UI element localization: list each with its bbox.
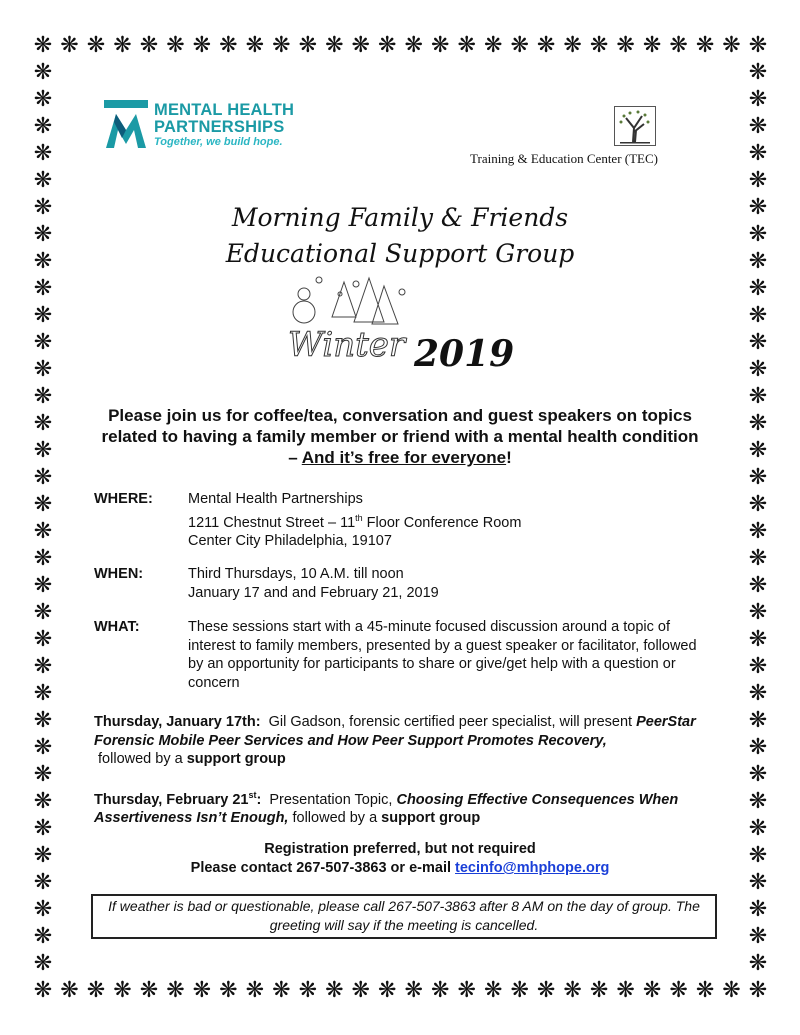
border-star-icon: ❋ xyxy=(33,438,53,463)
border-star-icon: ❋ xyxy=(192,33,212,58)
email-link[interactable]: tecinfo@mhphope.org xyxy=(455,860,610,876)
border-star-icon: ❋ xyxy=(33,492,53,517)
weather-notice: If weather is bad or questionable, please call 267-507-3863 after 8 AM on the day of group. The greeting will say if the meeting is cancelled. xyxy=(91,894,717,939)
border-star-icon: ❋ xyxy=(589,978,609,1003)
border-star-icon: ❋ xyxy=(722,33,741,58)
where-line2 xyxy=(188,509,708,532)
border-star-icon: ❋ xyxy=(33,249,53,274)
border-star-icon: ❋ xyxy=(33,87,53,112)
border-star-icon: ❋ xyxy=(33,735,53,760)
border-star-icon: ❋ xyxy=(483,33,503,58)
where-room: Floor Conference Room xyxy=(362,514,522,531)
mhp-logo xyxy=(104,100,294,150)
border-star-icon: ❋ xyxy=(33,546,53,571)
border-star-icon: ❋ xyxy=(298,978,318,1003)
where-line1: Mental Health Partnerships xyxy=(188,491,363,507)
session1-topic: PeerStar Forensic Mobile Peer Services and How Peer Support Promotes Recovery, xyxy=(94,714,696,749)
border-star-icon: ❋ xyxy=(33,330,53,355)
border-star-icon: ❋ xyxy=(748,438,768,463)
border-star-icon: ❋ xyxy=(33,816,53,841)
logo-line2: PARTNERSHIPS xyxy=(154,118,285,136)
border-star-icon: ❋ xyxy=(325,978,344,1003)
border-star-icon: ❋ xyxy=(748,897,768,922)
border-star-icon: ❋ xyxy=(457,978,476,1003)
border-star-icon: ❋ xyxy=(404,978,423,1003)
what-text: These sessions start with a 45-minute focused discussion around a topic of interest to family members, presented by a guest speaker or facilitator, followed by an opportunity for participants to share or give/get help with a question or concern xyxy=(188,619,697,691)
border-star-icon: ❋ xyxy=(139,33,159,58)
border-star-icon: ❋ xyxy=(748,978,768,1003)
page-title xyxy=(0,200,800,272)
border-star-icon: ❋ xyxy=(748,465,768,490)
border-star-icon: ❋ xyxy=(669,978,688,1003)
registration-line1: Registration preferred, but not required xyxy=(264,841,536,857)
border-star-icon: ❋ xyxy=(748,843,768,868)
intro-emphasis: And it’s free for everyone xyxy=(301,448,507,467)
border-star-icon: ❋ xyxy=(33,600,53,625)
session2-followed: followed by a xyxy=(288,810,382,827)
border-star-icon: ❋ xyxy=(748,681,768,706)
border-star-icon: ❋ xyxy=(748,708,768,733)
where-sup: th xyxy=(355,512,363,523)
when-label: WHEN: xyxy=(94,566,144,582)
logo-line1: MENTAL HEALTH xyxy=(154,101,295,119)
border-star-icon: ❋ xyxy=(219,978,238,1003)
border-star-icon: ❋ xyxy=(33,384,53,409)
intro-body: Please join us for coffee/tea, conversation and guest speakers on topics related to having a family member or friend with a mental health condition – xyxy=(101,406,699,467)
border-star-icon: ❋ xyxy=(33,465,53,490)
border-star-icon: ❋ xyxy=(748,573,768,598)
border-star-icon: ❋ xyxy=(748,789,768,814)
border-star-icon: ❋ xyxy=(642,33,662,58)
border-star-icon: ❋ xyxy=(166,978,185,1003)
border-star-icon: ❋ xyxy=(748,600,768,625)
session2-intro: Presentation Topic, xyxy=(261,791,397,808)
border-star-icon: ❋ xyxy=(748,357,768,382)
border-star-icon: ❋ xyxy=(33,870,53,895)
border-star-icon: ❋ xyxy=(33,60,53,85)
border-star-icon: ❋ xyxy=(695,33,715,58)
border-star-icon: ❋ xyxy=(748,141,768,166)
border-star-icon: ❋ xyxy=(536,33,556,58)
border-star-icon: ❋ xyxy=(33,114,53,139)
title-line1: Morning Family & Friends xyxy=(231,203,569,232)
border-star-icon: ❋ xyxy=(33,708,53,733)
border-star-icon: ❋ xyxy=(563,978,582,1003)
session-january xyxy=(94,713,714,769)
session-february xyxy=(94,786,714,828)
border-star-icon: ❋ xyxy=(589,33,609,58)
border-star-icon: ❋ xyxy=(219,33,238,58)
border-star-icon: ❋ xyxy=(245,978,265,1003)
when-section xyxy=(94,565,708,602)
border-star-icon: ❋ xyxy=(33,627,53,652)
border-star-icon: ❋ xyxy=(510,978,529,1003)
border-star-icon: ❋ xyxy=(748,330,768,355)
border-star-icon: ❋ xyxy=(33,654,53,679)
border-star-icon: ❋ xyxy=(378,33,397,58)
border-star-icon: ❋ xyxy=(748,249,768,274)
border-star-icon: ❋ xyxy=(351,33,370,58)
border-star-icon: ❋ xyxy=(33,978,53,1003)
border-star-icon: ❋ xyxy=(748,654,768,679)
border-star-icon: ❋ xyxy=(748,735,768,760)
winter-text: Winter xyxy=(288,325,406,362)
border-star-icon: ❋ xyxy=(748,303,768,328)
border-star-icon: ❋ xyxy=(33,168,53,193)
when-line1: Third Thursdays, 10 A.M. till noon xyxy=(188,566,404,582)
registration xyxy=(0,840,800,878)
border-star-icon: ❋ xyxy=(113,978,132,1003)
border-star-icon: ❋ xyxy=(86,33,106,58)
intro-end: ! xyxy=(506,448,512,467)
year: 2019 xyxy=(414,333,515,375)
border-star-icon: ❋ xyxy=(33,843,53,868)
border-star-icon: ❋ xyxy=(325,33,344,58)
border-star-icon: ❋ xyxy=(33,195,53,220)
border-star-icon: ❋ xyxy=(748,195,768,220)
border-star-icon: ❋ xyxy=(748,33,768,58)
border-star-icon: ❋ xyxy=(33,681,53,706)
border-star-icon: ❋ xyxy=(748,168,768,193)
border-star-icon: ❋ xyxy=(748,546,768,571)
border-star-icon: ❋ xyxy=(616,978,635,1003)
border-star-icon: ❋ xyxy=(33,141,53,166)
border-star-icon: ❋ xyxy=(404,33,423,58)
border-star-icon: ❋ xyxy=(166,33,185,58)
logo-tagline: Together, we build hope. xyxy=(154,136,283,148)
what-label: WHAT: xyxy=(94,619,140,635)
border-star-icon: ❋ xyxy=(33,573,53,598)
border-star-icon: ❋ xyxy=(431,978,450,1003)
where-line3: Center City Philadelphia, 19107 xyxy=(188,532,392,549)
border-star-icon: ❋ xyxy=(113,33,132,58)
border-star-icon: ❋ xyxy=(642,978,662,1003)
border-star-icon: ❋ xyxy=(245,33,265,58)
where-label: WHERE: xyxy=(94,491,153,507)
border-star-icon: ❋ xyxy=(748,276,768,301)
border-star-icon: ❋ xyxy=(33,951,53,976)
border-star-icon: ❋ xyxy=(748,816,768,841)
border-star-icon: ❋ xyxy=(351,978,370,1003)
when-line2: January 17 and and February 21, 2019 xyxy=(188,584,439,601)
border-star-icon: ❋ xyxy=(33,762,53,787)
mhp-logo-icon xyxy=(104,100,148,150)
tec-tree-logo xyxy=(614,106,656,146)
session1-followed: followed by a xyxy=(94,751,187,767)
where-street: 1211 Chestnut Street – 11 xyxy=(188,514,356,531)
border-star-icon: ❋ xyxy=(748,222,768,247)
session2-sup: st xyxy=(248,790,257,800)
border-star-icon: ❋ xyxy=(60,978,79,1003)
border-star-icon: ❋ xyxy=(748,627,768,652)
border-star-icon: ❋ xyxy=(33,519,53,544)
border-star-icon: ❋ xyxy=(431,33,450,58)
border-star-icon: ❋ xyxy=(192,978,212,1003)
session2-group: support group xyxy=(381,810,481,827)
border-star-icon: ❋ xyxy=(298,33,318,58)
session2-colon: : xyxy=(256,791,262,808)
session2-date: Thursday, February 21 xyxy=(94,791,249,808)
winter-clipart xyxy=(284,272,414,362)
border-star-icon: ❋ xyxy=(748,411,768,436)
border-star-icon: ❋ xyxy=(457,33,476,58)
border-star-icon: ❋ xyxy=(33,33,53,58)
border-star-icon: ❋ xyxy=(33,303,53,328)
border-star-icon: ❋ xyxy=(748,60,768,85)
border-star-icon: ❋ xyxy=(748,762,768,787)
where-section xyxy=(94,490,708,550)
border-star-icon: ❋ xyxy=(695,978,715,1003)
border-star-icon: ❋ xyxy=(616,33,635,58)
session1-intro: Gil Gadson, forensic certified peer specialist, will present xyxy=(260,714,637,730)
registration-line2 xyxy=(0,859,800,878)
title-line2: Educational Support Group xyxy=(225,239,575,268)
border-star-icon: ❋ xyxy=(272,978,291,1003)
border-star-icon: ❋ xyxy=(33,276,53,301)
border-star-icon: ❋ xyxy=(483,978,503,1003)
border-star-icon: ❋ xyxy=(748,384,768,409)
border-star-icon: ❋ xyxy=(33,222,53,247)
border-star-icon: ❋ xyxy=(60,33,79,58)
session1-date: Thursday, January 17th: xyxy=(94,714,261,730)
border-star-icon: ❋ xyxy=(139,978,159,1003)
border-star-icon: ❋ xyxy=(510,33,529,58)
border-star-icon: ❋ xyxy=(748,924,768,949)
intro-text xyxy=(100,405,700,468)
border-star-icon: ❋ xyxy=(536,978,556,1003)
registration-contact: Please contact 267-507-3863 or e-mail xyxy=(190,860,456,876)
border-star-icon: ❋ xyxy=(33,897,53,922)
border-star-icon: ❋ xyxy=(669,33,688,58)
border-star-icon: ❋ xyxy=(378,978,397,1003)
session1-group: support group xyxy=(186,751,286,767)
session2-topic: Choosing Effective Consequences When Assertiveness Isn’t Enough, xyxy=(94,791,679,827)
border-star-icon: ❋ xyxy=(33,789,53,814)
border-star-icon: ❋ xyxy=(272,33,291,58)
border-star-icon: ❋ xyxy=(748,114,768,139)
border-star-icon: ❋ xyxy=(86,978,106,1003)
border-star-icon: ❋ xyxy=(563,33,582,58)
border-star-icon: ❋ xyxy=(748,519,768,544)
border-star-icon: ❋ xyxy=(33,411,53,436)
border-star-icon: ❋ xyxy=(33,357,53,382)
border-star-icon: ❋ xyxy=(33,924,53,949)
border-star-icon: ❋ xyxy=(748,87,768,112)
what-section xyxy=(94,618,708,692)
tec-caption: Training & Education Center (TEC) xyxy=(470,151,658,166)
border-star-icon: ❋ xyxy=(748,951,768,976)
border-star-icon: ❋ xyxy=(722,978,741,1003)
border-star-icon: ❋ xyxy=(748,870,768,895)
border-star-icon: ❋ xyxy=(748,492,768,517)
